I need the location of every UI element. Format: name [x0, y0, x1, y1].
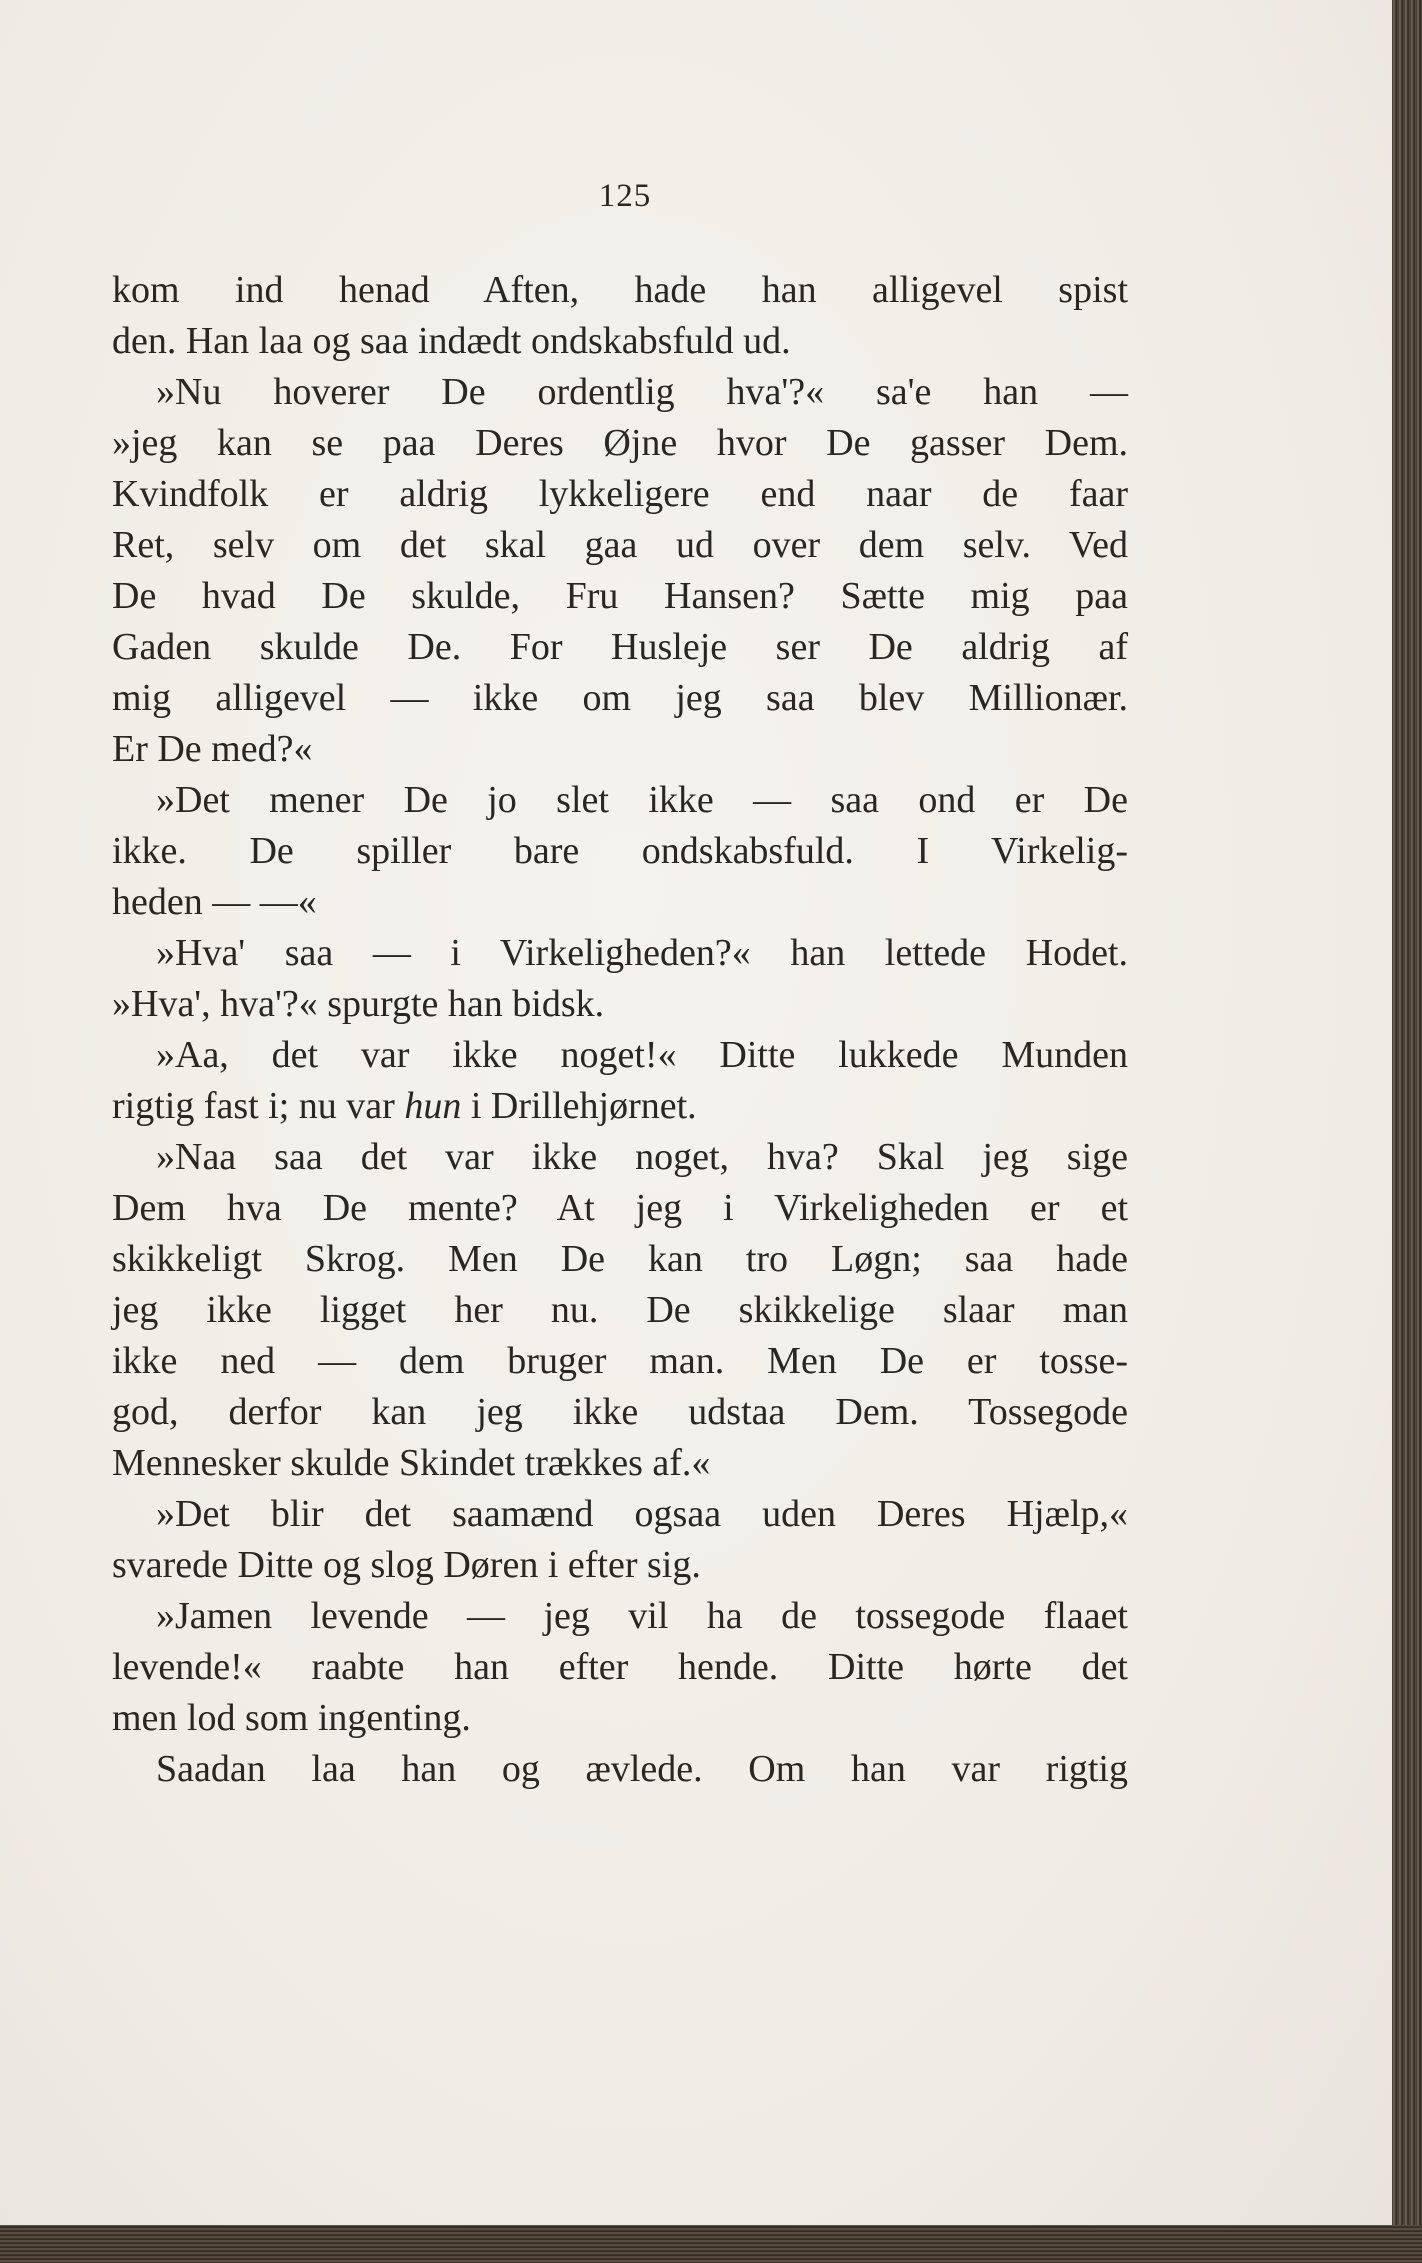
page-number: 125: [598, 178, 652, 214]
text-segment: rigtig fast i; nu var: [112, 1085, 405, 1127]
text-line: »Jamen levende — jeg vil ha de tossegode flaaet: [156, 1595, 1128, 1637]
text-line: Saadan laa han og ævlede. Om han var rigtig: [156, 1748, 1128, 1790]
text-line: »Naa saa det var ikke noget, hva? Skal jeg sige: [156, 1136, 1128, 1178]
text-line: Er De med?«: [112, 728, 313, 770]
text-line: god, derfor kan jeg ikke udstaa Dem. Tossegode: [112, 1391, 1128, 1433]
text-line: jeg ikke ligget her nu. De skikkelige slaar man: [112, 1289, 1128, 1331]
text-line: ikke. De spiller bare ondskabsfuld. I Virkelig-: [112, 830, 1128, 872]
text-line: den. Han laa og saa indædt ondskabsfuld ud.: [112, 320, 791, 362]
text-line: »Det blir det saamænd ogsaa uden Deres Hjælp,«: [156, 1493, 1128, 1535]
text-line: heden — —«: [112, 881, 317, 923]
text-line: ikke ned — dem bruger man. Men De er tosse-: [112, 1340, 1128, 1382]
text-line: »Hva', hva'?« spurgte han bidsk.: [112, 983, 605, 1025]
italic-word: hun: [404, 1085, 462, 1127]
text-line: Gaden skulde De. For Husleje ser De aldrig af: [112, 626, 1128, 668]
text-line: [112, 1081, 1128, 1132]
text-line: Ret, selv om det skal gaa ud over dem selv. Ved: [112, 524, 1128, 566]
text-line: De hvad De skulde, Fru Hansen? Sætte mig paa: [112, 575, 1128, 617]
text-line: Kvindfolk er aldrig lykkeligere end naar de faar: [112, 473, 1128, 515]
text-line: svarede Ditte og slog Døren i efter sig.: [112, 1544, 701, 1586]
text-line: mig alligevel — ikke om jeg saa blev Millionær.: [112, 677, 1128, 719]
text-line: »Nu hoverer De ordentlig hva'?« sa'e han —: [156, 371, 1128, 413]
text-line: skikkeligt Skrog. Men De kan tro Løgn; saa hade: [112, 1238, 1128, 1280]
text-line: Dem hva De mente? At jeg i Virkeligheden er et: [112, 1187, 1128, 1229]
text-line: »jeg kan se paa Deres Øjne hvor De gasser Dem.: [112, 422, 1128, 464]
text-line: kom ind henad Aften, hade han alligevel spist: [112, 269, 1128, 311]
text-segment: i Drillehjørnet.: [461, 1085, 697, 1127]
text-line: Mennesker skulde Skindet trækkes af.«: [112, 1442, 711, 1484]
text-line: levende!« raabte han efter hende. Ditte hørte det: [112, 1646, 1128, 1688]
body-text: [112, 265, 1128, 1795]
page-bottom-edge: [0, 2225, 1422, 2263]
text-line: »Det mener De jo slet ikke — saa ond er De: [156, 779, 1128, 821]
text-line: »Aa, det var ikke noget!« Ditte lukkede Munden: [156, 1034, 1128, 1076]
book-spine-edge: [1392, 0, 1422, 2263]
text-line: »Hva' saa — i Virkeligheden?« han lettede Hodet.: [156, 932, 1128, 974]
text-line: men lod som ingenting.: [112, 1697, 471, 1739]
